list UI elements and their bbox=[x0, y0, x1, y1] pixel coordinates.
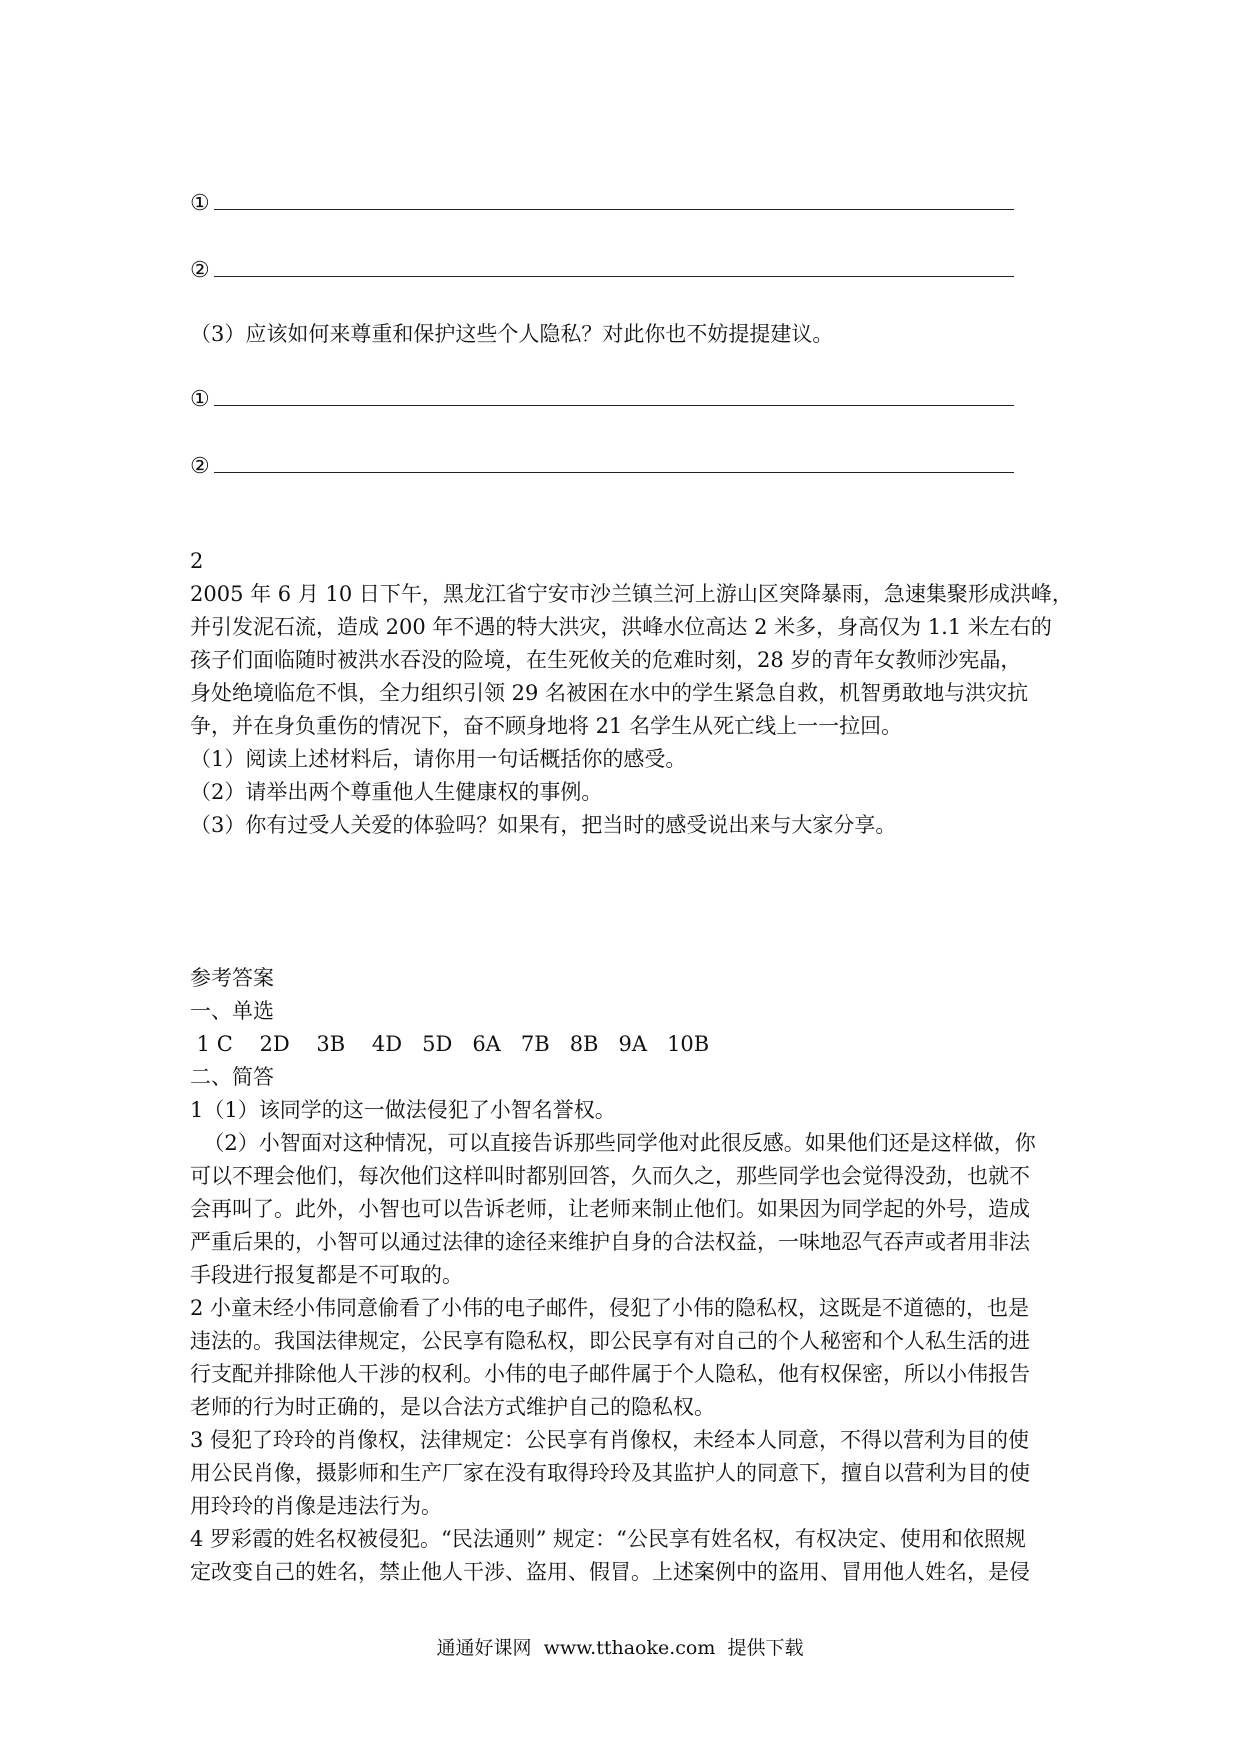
question-line: （3）你有过受人关爱的体验吗？如果有，把当时的感受说出来与大家分享。 bbox=[190, 813, 897, 837]
answers-part1-heading: 一、单选 bbox=[190, 999, 274, 1023]
section-number: 2 bbox=[190, 549, 204, 573]
answers-part2-heading: 二、简答 bbox=[190, 1065, 274, 1089]
material-line: 2005 年 6 月 10 日下午，黑龙江省宁安市沙兰镇兰河上游山区突降暴雨，急速集聚形成洪峰， bbox=[190, 582, 1073, 606]
answer-line: 行支配并排除他人干涉的权利。小伟的电子邮件属于个人隐私，他有权保密，所以小伟报告 bbox=[190, 1362, 1030, 1386]
answer-line-number: ① bbox=[190, 191, 210, 216]
answer-line: 老师的行为时正确的，是以合法方式维护自己的隐私权。 bbox=[190, 1395, 715, 1419]
answer-line: 3 侵犯了玲玲的肖像权，法律规定：公民享有肖像权，未经本人同意，不得以营利为目的使 bbox=[190, 1428, 1030, 1452]
question-line: （2）请举出两个尊重他人生健康权的事例。 bbox=[190, 780, 603, 804]
underline bbox=[214, 405, 1014, 406]
answer-line: 用玲玲的肖像是违法行为。 bbox=[190, 1494, 442, 1518]
multiple-choice-answers: 1 C 2D 3B 4D 5D 6A 7B 8B 9A 10B bbox=[190, 1032, 710, 1056]
answer-line-number: ② bbox=[190, 454, 210, 479]
answer-line: 可以不理会他们，每次他们这样叫时都别回答，久而久之，那些同学也会觉得没劲，也就不 bbox=[190, 1164, 1030, 1188]
answer-line-number: ① bbox=[190, 387, 210, 412]
answers-heading: 参考答案 bbox=[190, 966, 274, 990]
material-line: 孩子们面临随时被洪水吞没的险境，在生死攸关的危难时刻，28 岁的青年女教师沙宪晶， bbox=[190, 648, 1022, 672]
material-line: 身处绝境临危不惧，全力组织引领 29 名被困在水中的学生紧急自救，机智勇敢地与洪灾抗 bbox=[190, 681, 1029, 705]
answer-line: 手段进行报复都是不可取的。 bbox=[190, 1263, 463, 1287]
material-line: 并引发泥石流，造成 200 年不遇的特大洪灾，洪峰水位高达 2 米多，身高仅为 1.1 米左右的 bbox=[190, 615, 1052, 639]
answer-line: 定改变自己的姓名，禁止他人干涉、盗用、假冒。上述案例中的盗用、冒用他人姓名，是侵 bbox=[190, 1560, 1030, 1584]
answer-line: 严重后果的，小智可以通过法律的途径来维护自身的合法权益，一味地忍气吞声或者用非法 bbox=[190, 1230, 1030, 1254]
underline bbox=[214, 276, 1014, 277]
question-line: （1）阅读上述材料后，请你用一句话概括你的感受。 bbox=[190, 747, 687, 771]
answer-line: 用公民肖像，摄影师和生产厂家在没有取得玲玲及其监护人的同意下，擅自以营利为目的使 bbox=[190, 1461, 1030, 1485]
answer-line: （2）小智面对这种情况，可以直接告诉那些同学他对此很反感。如果他们还是这样做，你 bbox=[190, 1131, 1036, 1155]
answer-line: 违法的。我国法律规定，公民享有隐私权，即公民享有对自己的个人秘密和个人私生活的进 bbox=[190, 1329, 1030, 1353]
footer-source: 通通好课网 www.tthaoke.com 提供下载 bbox=[436, 1637, 804, 1659]
answer-line: 会再叫了。此外，小智也可以告诉老师，让老师来制止他们。如果因为同学起的外号，造成 bbox=[190, 1197, 1030, 1221]
underline bbox=[214, 472, 1014, 473]
question-3: （3）应该如何来尊重和保护这些个人隐私？对此你也不妨提提建议。 bbox=[190, 322, 834, 346]
answer-line: 2 小童未经小伟同意偷看了小伟的电子邮件，侵犯了小伟的隐私权，这既是不道德的，也是 bbox=[190, 1296, 1030, 1320]
underline bbox=[214, 209, 1014, 210]
answer-line: 4 罗彩霞的姓名权被侵犯。“民法通则” 规定：“公民享有姓名权，有权决定、使用和依照规 bbox=[190, 1527, 1026, 1551]
answer-line-number: ② bbox=[190, 258, 210, 283]
section-2 bbox=[190, 545, 1073, 842]
material-line: 争，并在身负重伤的情况下，奋不顾身地将 21 名学生从死亡线上一一拉回。 bbox=[190, 714, 903, 738]
reference-answers bbox=[190, 962, 1060, 1589]
answer-line: 1（1）该同学的这一做法侵犯了小智名誉权。 bbox=[190, 1098, 616, 1122]
